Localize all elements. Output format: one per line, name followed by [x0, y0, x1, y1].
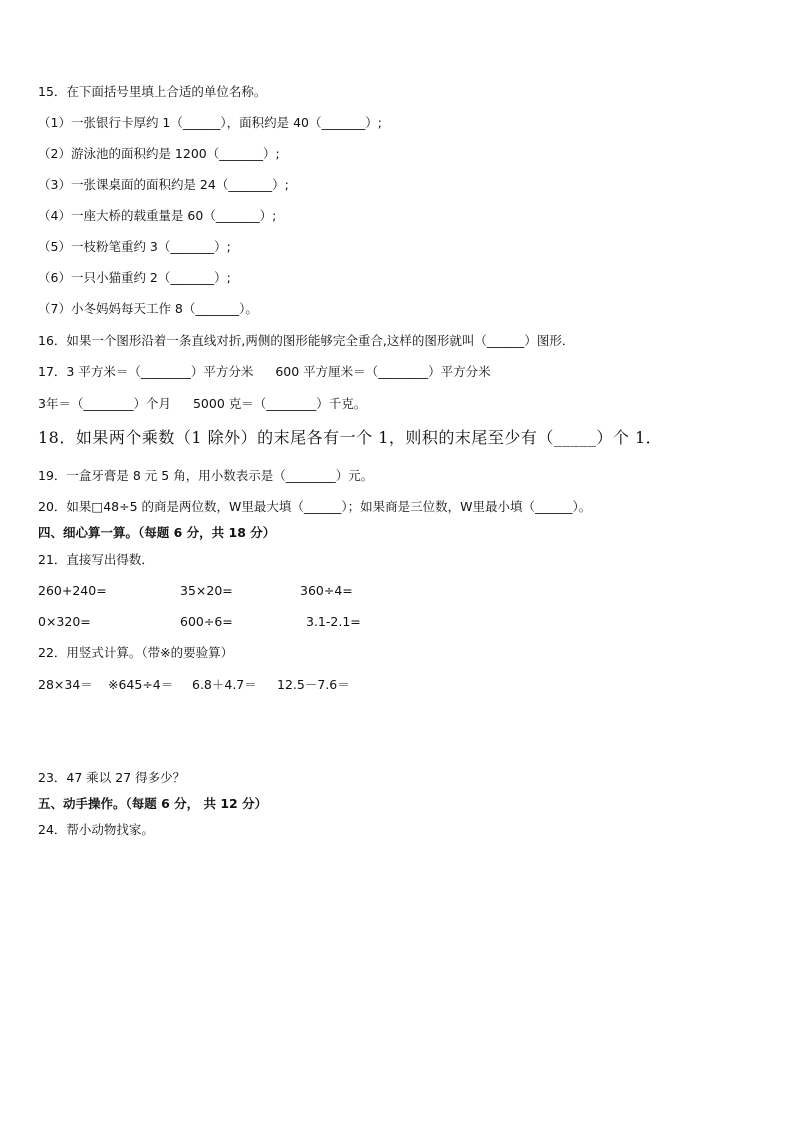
q15-item-7: （7）小冬妈妈每天工作 8（_______）。 — [38, 301, 258, 316]
q17-row1 — [38, 364, 491, 380]
q15-item-2: （2）游泳池的面积约是 1200（_______）; — [38, 146, 280, 161]
q21-r2-c2: 600÷6= — [180, 614, 233, 629]
q22-item-3: 6.8＋4.7＝ — [192, 677, 257, 692]
q21-r1-c2: 35×20= — [180, 583, 233, 598]
q18: 18．如果两个乘数（1 除外）的末尾各有一个 1，则积的末尾至少有（_____）个 1． — [38, 428, 663, 447]
q20: 20．如果□48÷5 的商是两位数，W里最大填（______）；如果商是三位数，W里最小填（______）。 — [38, 499, 592, 514]
q19: 19．一盒牙膏是 8 元 5 角，用小数表示是（________）元。 — [38, 468, 374, 483]
section-4-heading: 四、细心算一算。（每题 6 分，共 18 分） — [38, 525, 276, 540]
q22-item-4: 12.5－7.6＝ — [277, 677, 350, 692]
q22-item-1: 28×34＝ — [38, 677, 93, 692]
q17-a: 17．3 平方米＝（________）平方分米 — [38, 364, 254, 379]
q15-item-1: （1）一张银行卡厚约 1（______），面积约是 40（_______）; — [38, 115, 382, 130]
q21-title: 21．直接写出得数． — [38, 552, 154, 567]
q21-r1-c1: 260+240= — [38, 583, 107, 598]
q16: 16．如果一个图形沿着一条直线对折,两侧的图形能够完全重合,这样的图形就叫（______）图形． — [38, 333, 575, 348]
q21-r2-c1: 0×320= — [38, 614, 91, 629]
q23: 23．47 乘以 27 得多少？ — [38, 770, 186, 785]
q21-r1-c3: 360÷4= — [300, 583, 353, 598]
q24: 24．帮小动物找家。 — [38, 822, 154, 837]
q17-row2 — [38, 396, 366, 412]
q17-b: 600 平方厘米＝（________）平方分米 — [275, 364, 491, 379]
section-5-heading: 五、动手操作。（每题 6 分， 共 12 分） — [38, 796, 268, 811]
q15-item-5: （5）一枝粉笔重约 3（_______）; — [38, 239, 231, 254]
q17-d: 5000 克＝（________）千克。 — [192, 396, 367, 411]
q15-item-3: （3）一张课桌面的面积约是 24（_______）; — [38, 177, 289, 192]
q15-item-6: （6）一只小猫重约 2（_______）; — [38, 270, 231, 285]
q15-title: 15．在下面括号里填上合适的单位名称。 — [38, 84, 267, 99]
q22-title: 22．用竖式计算。（带※的要验算） — [38, 645, 234, 660]
q22-item-2: ※645÷4＝ — [108, 677, 174, 692]
q17-c: 3年＝（________）个月 — [38, 396, 171, 411]
q21-r2-c3: 3.1-2.1= — [306, 614, 361, 629]
q15-item-4: （4）一座大桥的载重量是 60（_______）; — [38, 208, 277, 223]
